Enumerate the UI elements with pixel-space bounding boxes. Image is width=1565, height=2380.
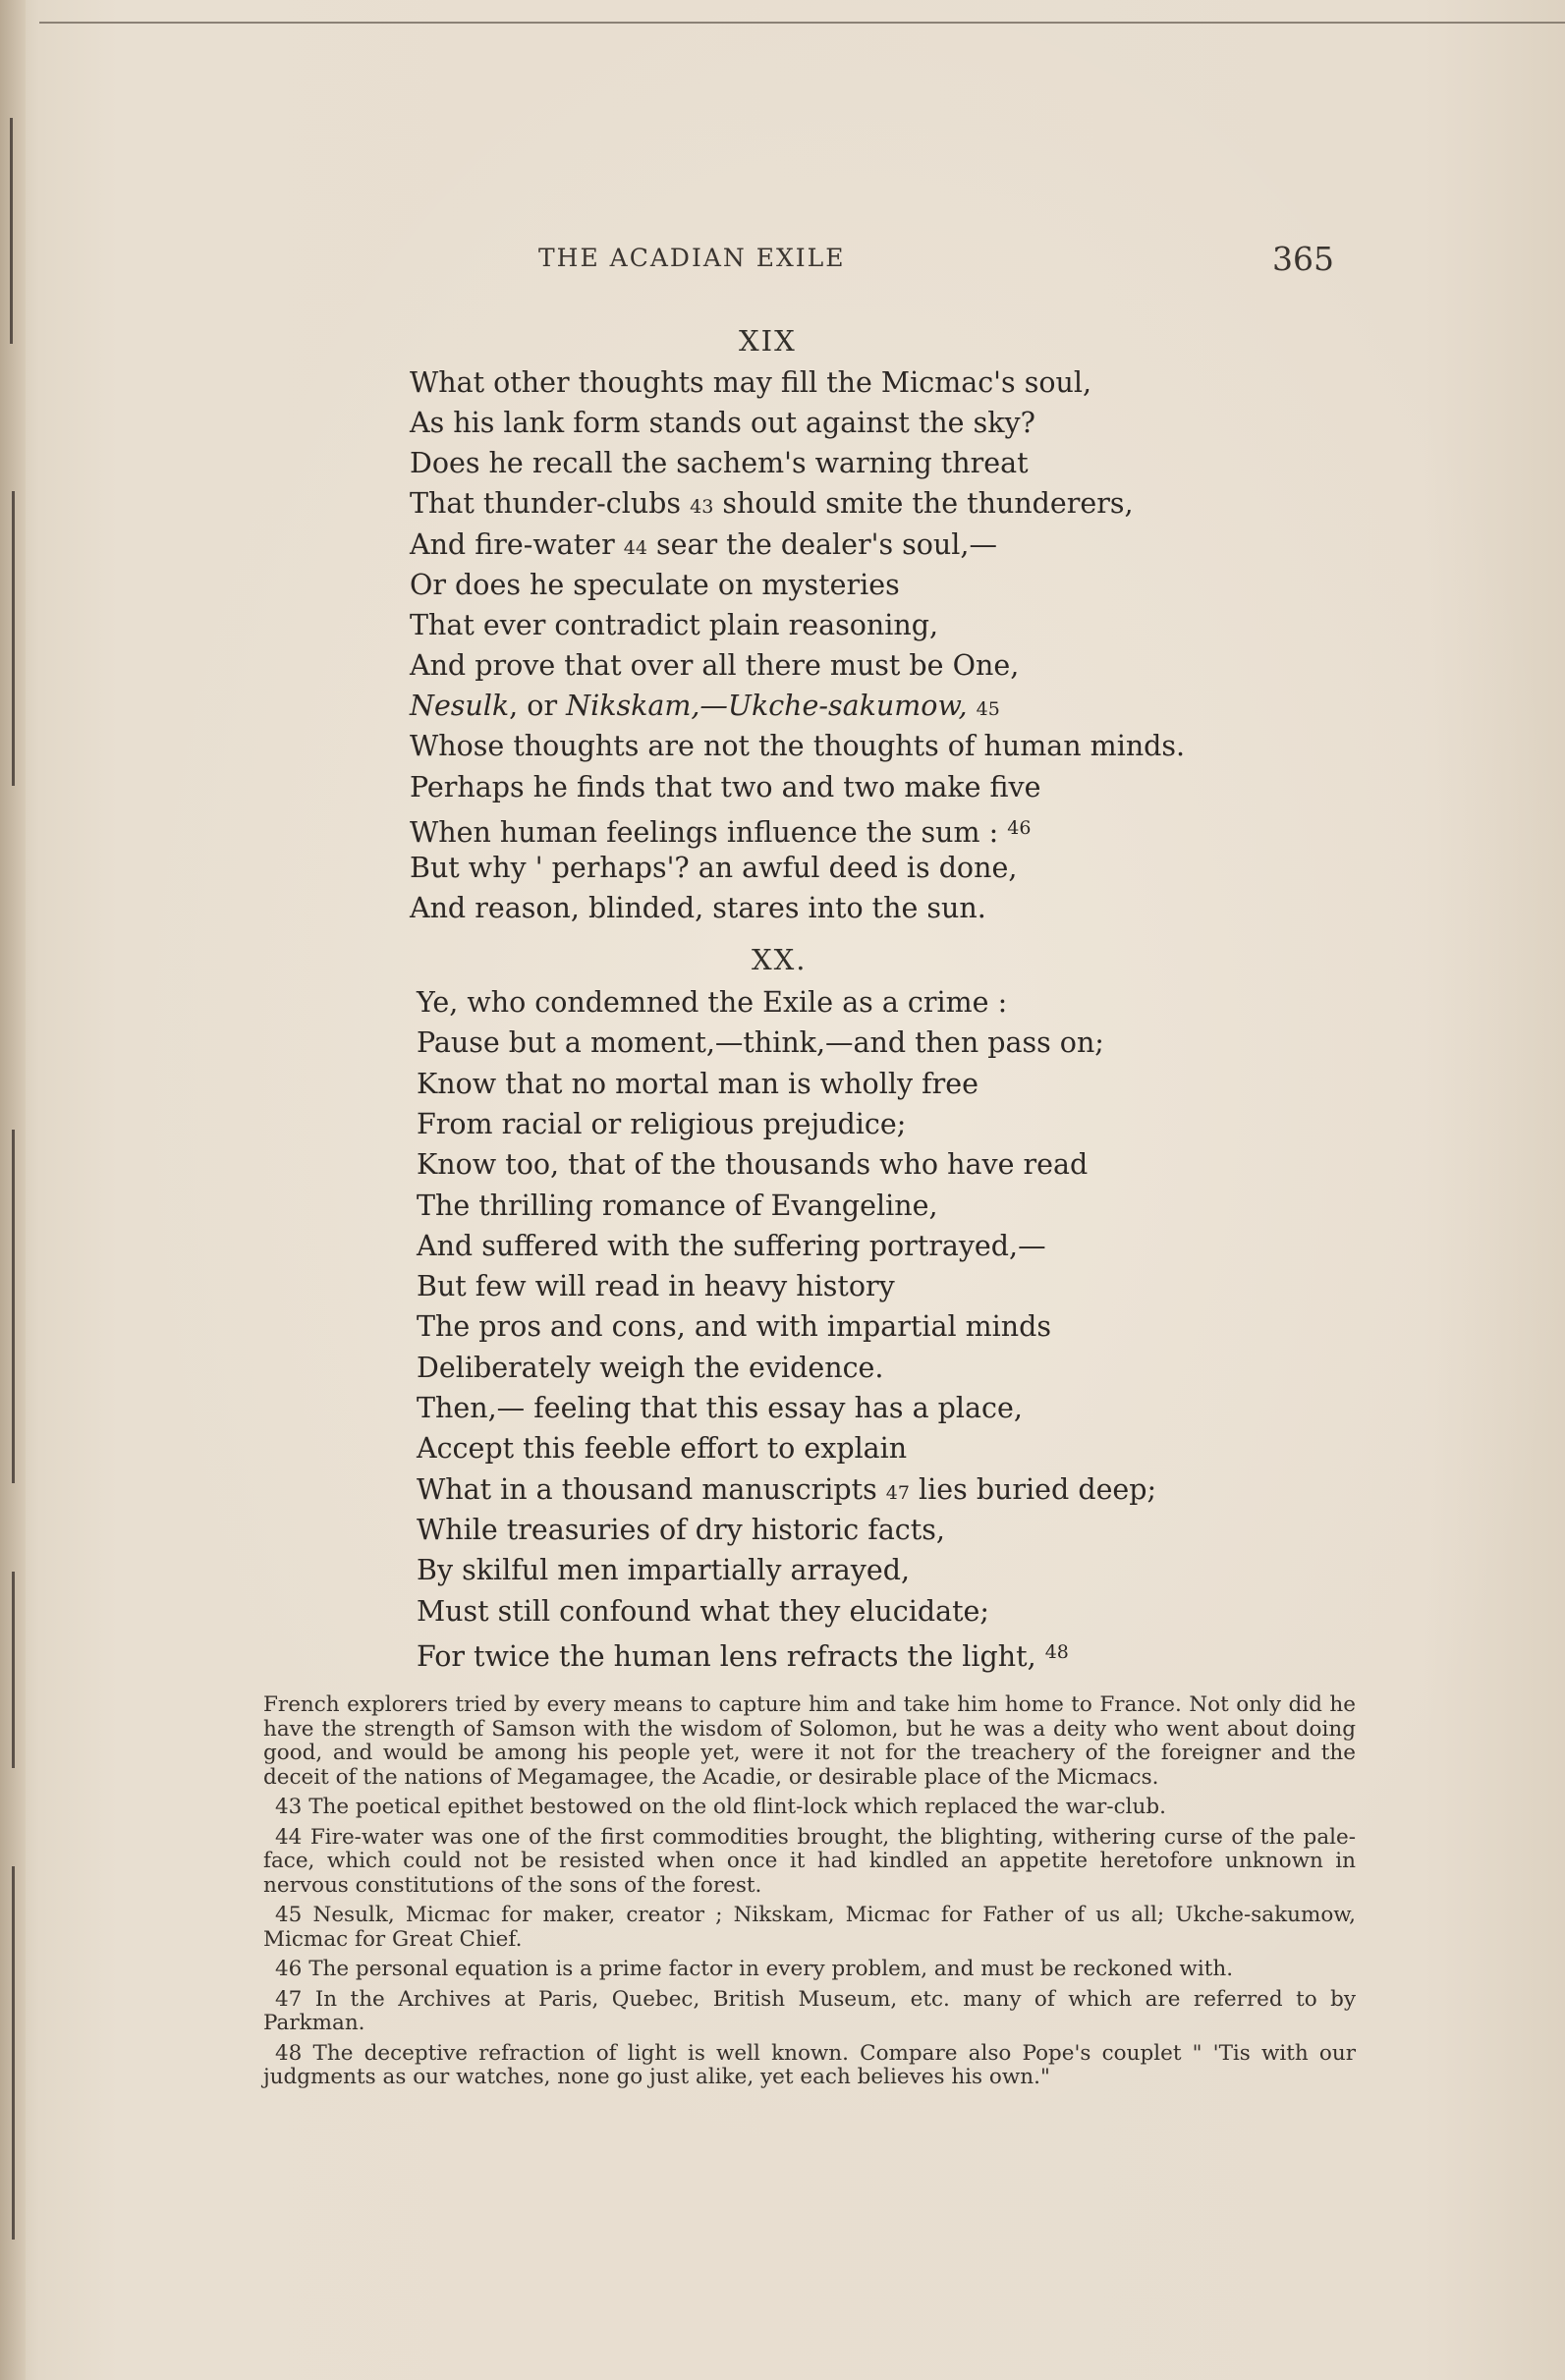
binding-mark bbox=[12, 1572, 15, 1768]
verse-line: But why ' perhaps'? an awful deed is done, bbox=[410, 852, 1018, 884]
verse-line: By skilful men impartially arrayed, bbox=[417, 1554, 911, 1586]
verse-line-part: For twice the human lens refracts the light, bbox=[417, 1640, 1036, 1673]
footnote: 46 The personal equation is a prime factor in every problem, and must be reckoned with. bbox=[275, 1957, 1234, 1981]
verse-line-part: sear the dealer's soul,— bbox=[656, 528, 997, 561]
verse-line: As his lank form stands out against the sky? bbox=[410, 407, 1035, 439]
verse-line bbox=[410, 690, 1000, 726]
binding-mark bbox=[10, 118, 13, 344]
verse-line-part: What in a thousand manuscripts bbox=[417, 1473, 877, 1506]
verse-line: Whose thoughts are not the thoughts of human minds. bbox=[410, 730, 1186, 762]
footnote-ref: 47 bbox=[885, 1482, 910, 1504]
binding-mark bbox=[12, 491, 15, 786]
verse-line: Accept this feeble effort to explain bbox=[417, 1432, 908, 1465]
footnote-ref: 45 bbox=[976, 698, 1000, 720]
footnote-ref: 44 bbox=[623, 537, 647, 559]
footnote: 44 Fire-water was one of the first commodities brought, the blighting, withering curse of the pale-face, which could not be resisted when once it had kindled an appetite heretofore unknown in nervous constitutions of the sons of the forest. bbox=[263, 1824, 1356, 1898]
verse-line: But few will read in heavy history bbox=[417, 1270, 895, 1302]
footnote: 43 The poetical epithet bestowed on the old flint-lock which replaced the war-club. bbox=[275, 1795, 1166, 1819]
verse-line bbox=[417, 1635, 1069, 1674]
page-number: 365 bbox=[1272, 240, 1334, 278]
footnote-ref: 46 bbox=[1007, 817, 1032, 839]
verse-line-part: , or bbox=[509, 690, 558, 722]
verse-line: Or does he speculate on mysteries bbox=[410, 569, 900, 601]
stanza-numeral-xx: XX. bbox=[752, 943, 808, 976]
page-top-edge bbox=[39, 0, 1565, 24]
verse-line: The thrilling romance of Evangeline, bbox=[417, 1190, 938, 1222]
verse-line: Ye, who condemned the Exile as a crime : bbox=[417, 986, 1008, 1019]
footnote-ref: 48 bbox=[1044, 1641, 1069, 1663]
footnote: 47 In the Archives at Paris, Quebec, British Museum, etc. many of which are referred to by Parkman. bbox=[263, 1986, 1356, 2035]
binding-mark bbox=[12, 1130, 15, 1483]
verse-line: Does he recall the sachem's warning threat bbox=[410, 447, 1029, 479]
footnote: 48 The deceptive refraction of light is well known. Compare also Pope's couplet " 'Tis with our judgments as our watches, none go just alike, yet each believes his own." bbox=[263, 2040, 1356, 2089]
verse-line-part: lies buried deep; bbox=[919, 1473, 1157, 1506]
verse-line-part: Nikskam,—Ukche-sakumow, bbox=[566, 690, 968, 722]
verse-line bbox=[417, 1473, 1156, 1510]
footnotes bbox=[263, 1693, 1356, 2096]
verse-line-part: When human feelings influence the sum : bbox=[410, 816, 999, 849]
verse-line: Then,— feeling that this essay has a place, bbox=[417, 1392, 1023, 1424]
footnote: French explorers tried by every means to capture him and take him home to France. Not only did he have the strength of Samson with the wisdom of Solomon, but he was a deity who went about doing good, and would be among his people yet, were it not for the treachery of the foreigner and the deceit of the nations of Megamagee, the Acadie, or desirable place of the Micmacs. bbox=[263, 1692, 1356, 1790]
verse-line bbox=[410, 487, 1134, 524]
verse-line: From racial or religious prejudice; bbox=[417, 1108, 907, 1140]
stanza-numeral-xix: XIX bbox=[739, 324, 797, 358]
verse-line bbox=[410, 811, 1031, 850]
verse-line-part: Nesulk bbox=[410, 690, 510, 722]
verse-line-part: should smite the thunderers, bbox=[722, 487, 1134, 520]
verse-line: What other thoughts may fill the Micmac's soul, bbox=[410, 366, 1092, 399]
running-header bbox=[538, 240, 1334, 279]
running-title: THE ACADIAN EXILE bbox=[538, 244, 846, 272]
verse-line: Perhaps he finds that two and two make five bbox=[410, 771, 1041, 803]
verse-line-part: That thunder-clubs bbox=[410, 487, 682, 520]
verse-line: While treasuries of dry historic facts, bbox=[417, 1514, 945, 1546]
verse-line: That ever contradict plain reasoning, bbox=[410, 609, 939, 641]
verse-line: Must still confound what they elucidate; bbox=[417, 1595, 990, 1628]
verse-line: And suffered with the suffering portrayed,— bbox=[417, 1230, 1046, 1262]
verse-line: And reason, blinded, stares into the sun. bbox=[410, 892, 986, 924]
footnote: 45 Nesulk, Micmac for maker, creator ; Nikskam, Micmac for Father of us all; Ukche-sakumow, Micmac for Great Chief. bbox=[263, 1903, 1356, 1952]
verse-line: And prove that over all there must be One, bbox=[410, 649, 1020, 682]
verse-line-part: And fire-water bbox=[410, 528, 615, 561]
verse-line: The pros and cons, and with impartial minds bbox=[417, 1310, 1051, 1343]
verse-line: Deliberately weigh the evidence. bbox=[417, 1352, 884, 1384]
verse-line bbox=[410, 528, 997, 565]
footnote-ref: 43 bbox=[690, 496, 714, 518]
binding-mark bbox=[12, 1866, 15, 2240]
verse-line: Know too, that of the thousands who have read bbox=[417, 1148, 1089, 1181]
verse-line: Pause but a moment,—think,—and then pass on; bbox=[417, 1026, 1104, 1059]
verse-line: Know that no mortal man is wholly free bbox=[417, 1068, 979, 1100]
